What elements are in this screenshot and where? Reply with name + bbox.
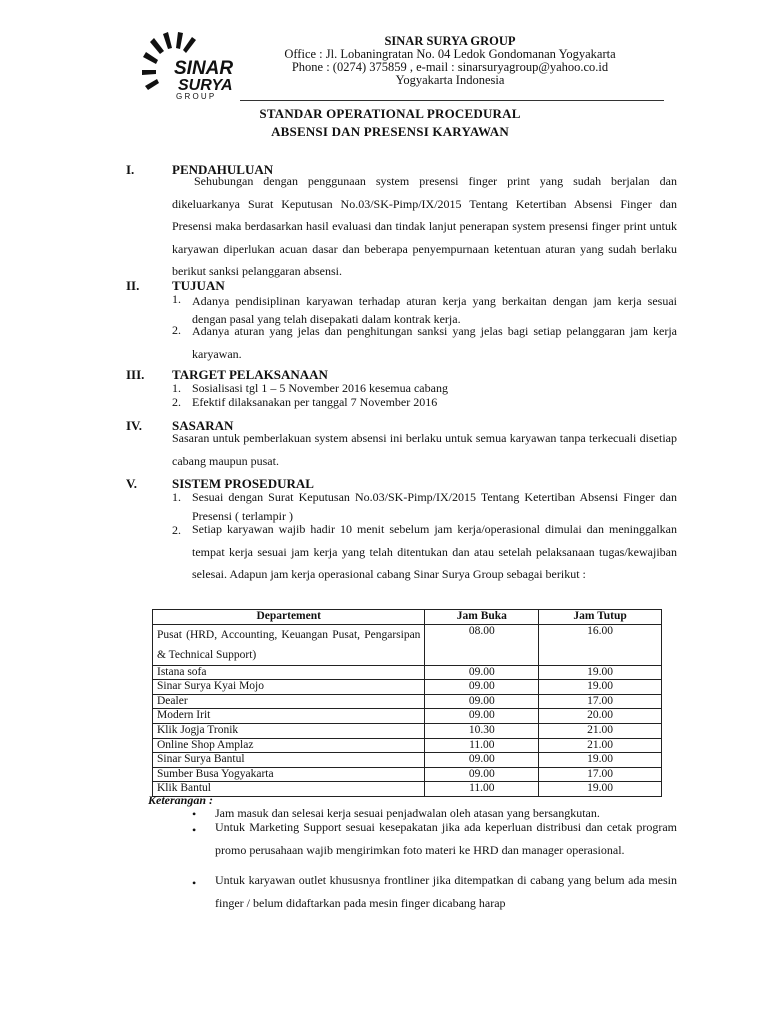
- table-cell: 09.00: [425, 665, 539, 680]
- table-cell: 16.00: [539, 624, 662, 665]
- list-item: Adanya aturan yang jelas dan penghitungan sanksi yang jelas bagi setiap pelanggaran jam kerja karyawan.: [192, 324, 677, 361]
- section-number: III.: [126, 367, 145, 382]
- table-row: [153, 767, 662, 782]
- table-cell: 19.00: [539, 753, 662, 768]
- section-number: I.: [126, 162, 135, 177]
- office-address: Office : Jl. Lobaningratan No. 04 Ledok Gondomanan Yogyakarta: [284, 47, 616, 61]
- table-cell: Pusat (HRD, Accounting, Keuangan Pusat, Pengarsipan & Technical Support): [153, 624, 425, 665]
- table-cell: Sumber Busa Yogyakarta: [153, 767, 425, 782]
- table-row: [153, 665, 662, 680]
- pendahuluan-paragraph: Sehubungan dengan penggunaan system presensi finger print yang sudah berjalan dan dikeluarkanya Surat Keputusan No.03/SK-Pimp/IX/2015 Tentang Ketertiban Absensi Finger dan Presensi maka berdasarkan hasil evaluasi dan tindak lanjut penerapan system presensi finger print untuk karyawan diperlukan acuan dasar dan beberapa penyempurnaan ketentuan aturan yang sudah berlaku berikut sanksi pelanggaran absensi.: [172, 174, 677, 278]
- table-cell: 08.00: [425, 624, 539, 665]
- list-item: Adanya pendisiplinan karyawan terhadap aturan kerja yang berkaitan dengan jam kerja sesuai dengan pasal yang telah disepakati dalam kontrak kerja.: [192, 294, 677, 326]
- table-cell: 09.00: [425, 694, 539, 709]
- section-title: SISTEM PROSEDURAL: [172, 476, 314, 491]
- list-number: 1.: [172, 381, 181, 395]
- list-item: Sosialisasi tgl 1 – 5 November 2016 kesemua cabang: [192, 381, 448, 395]
- list-item: Sesuai dengan Surat Keputusan No.03/SK-Pimp/IX/2015 Tentang Ketertiban Absensi Finger dan Presensi ( terlampir ): [192, 490, 677, 523]
- section-title: SASARAN: [172, 418, 234, 433]
- section-number: V.: [126, 476, 137, 491]
- table-cell: 19.00: [539, 680, 662, 695]
- section-number: IV.: [126, 418, 143, 433]
- list-number: 2.: [172, 395, 181, 409]
- table-row: [153, 782, 662, 797]
- column-header: Jam Buka: [425, 610, 539, 625]
- header-divider: [240, 100, 664, 101]
- column-header: Jam Tutup: [539, 610, 662, 625]
- table-cell: 21.00: [539, 723, 662, 738]
- table-cell: Klik Jogja Tronik: [153, 723, 425, 738]
- section-number: II.: [126, 278, 140, 293]
- table-cell: 11.00: [425, 738, 539, 753]
- keterangan-item: Untuk Marketing Support sesuai kesepakatan jika ada keperluan distribusi dan cetak program promo perusahaan wajib mengirimkan foto materi ke HRD dan manager operasional.: [215, 820, 677, 857]
- logo-word-sinar: SINAR: [174, 58, 234, 79]
- table-cell: 09.00: [425, 767, 539, 782]
- table-cell: 09.00: [425, 709, 539, 724]
- bullet-icon: •: [192, 876, 197, 890]
- table-cell: Dealer: [153, 694, 425, 709]
- table-cell: Klik Bantul: [153, 782, 425, 797]
- table-row: [153, 753, 662, 768]
- table-cell: 09.00: [425, 680, 539, 695]
- list-number: 2.: [172, 523, 181, 537]
- bullet-icon: •: [192, 807, 197, 821]
- table-cell: 21.00: [539, 738, 662, 753]
- table-row: [153, 709, 662, 724]
- table-row: [153, 694, 662, 709]
- table-cell: Online Shop Amplaz: [153, 738, 425, 753]
- list-item: Efektif dilaksanakan per tanggal 7 November 2016: [192, 395, 438, 409]
- section-title: TARGET PELAKSANAAN: [172, 367, 328, 382]
- table-cell: 20.00: [539, 709, 662, 724]
- keterangan-label: Keterangan :: [148, 793, 214, 807]
- table-row: [153, 624, 662, 665]
- table-cell: 17.00: [539, 767, 662, 782]
- section-title: PENDAHULUAN: [172, 162, 274, 177]
- sasaran-paragraph: Sasaran untuk pemberlakuan system absensi ini berlaku untuk semua karyawan tanpa terkecuali disetiap cabang maupun pusat.: [172, 431, 677, 468]
- doc-title-line1: STANDAR OPERATIONAL PROCEDURAL: [259, 106, 521, 121]
- doc-title-line2: ABSENSI DAN PRESENSI KARYAWAN: [271, 124, 509, 139]
- jam-kerja-table: [152, 609, 662, 797]
- table-header-row: [153, 610, 662, 625]
- column-header: Departement: [153, 610, 425, 625]
- table-cell: Istana sofa: [153, 665, 425, 680]
- table-row: [153, 738, 662, 753]
- table-cell: Sinar Surya Kyai Mojo: [153, 680, 425, 695]
- list-number: 1.: [172, 490, 181, 504]
- table-cell: 10.30: [425, 723, 539, 738]
- table-cell: 19.00: [539, 782, 662, 797]
- company-name: SINAR SURYA GROUP: [384, 34, 516, 48]
- keterangan-item: Untuk karyawan outlet khususnya frontliner jika ditempatkan di cabang yang belum ada mesin finger / belum didaftarkan pada mesin finger dicabang harap: [215, 873, 677, 910]
- table-row: [153, 723, 662, 738]
- table-cell: Modern Irit: [153, 709, 425, 724]
- logo-word-surya: SURYA: [178, 77, 233, 94]
- list-number: 2.: [172, 323, 181, 337]
- sinar-surya-logo: [140, 30, 240, 100]
- list-number: 1.: [172, 292, 181, 306]
- contact-info: Phone : (0274) 375859 , e-mail : sinarsuryagroup@yahoo.co.id: [291, 60, 609, 74]
- table-cell: 17.00: [539, 694, 662, 709]
- table-cell: 09.00: [425, 753, 539, 768]
- bullet-icon: •: [192, 823, 197, 837]
- table-cell: 11.00: [425, 782, 539, 797]
- city: Yogyakarta Indonesia: [395, 73, 505, 87]
- logo-word-group: G R O U P: [176, 92, 215, 100]
- table-cell: Sinar Surya Bantul: [153, 753, 425, 768]
- list-item: Setiap karyawan wajib hadir 10 menit sebelum jam kerja/operasional dimulai dan meninggalkan tempat kerja sesuai jam kerja yang telah ditentukan dan atau setelah pelaksanaan tugas/kewajiban selesai. Adapun jam kerja operasional cabang Sinar Surya Group sebagai berikut :: [192, 522, 677, 581]
- keterangan-item: Jam masuk dan selesai kerja sesuai penjadwalan oleh atasan yang bersangkutan.: [215, 806, 600, 820]
- section-title: TUJUAN: [172, 278, 225, 293]
- table-row: [153, 680, 662, 695]
- table-cell: 19.00: [539, 665, 662, 680]
